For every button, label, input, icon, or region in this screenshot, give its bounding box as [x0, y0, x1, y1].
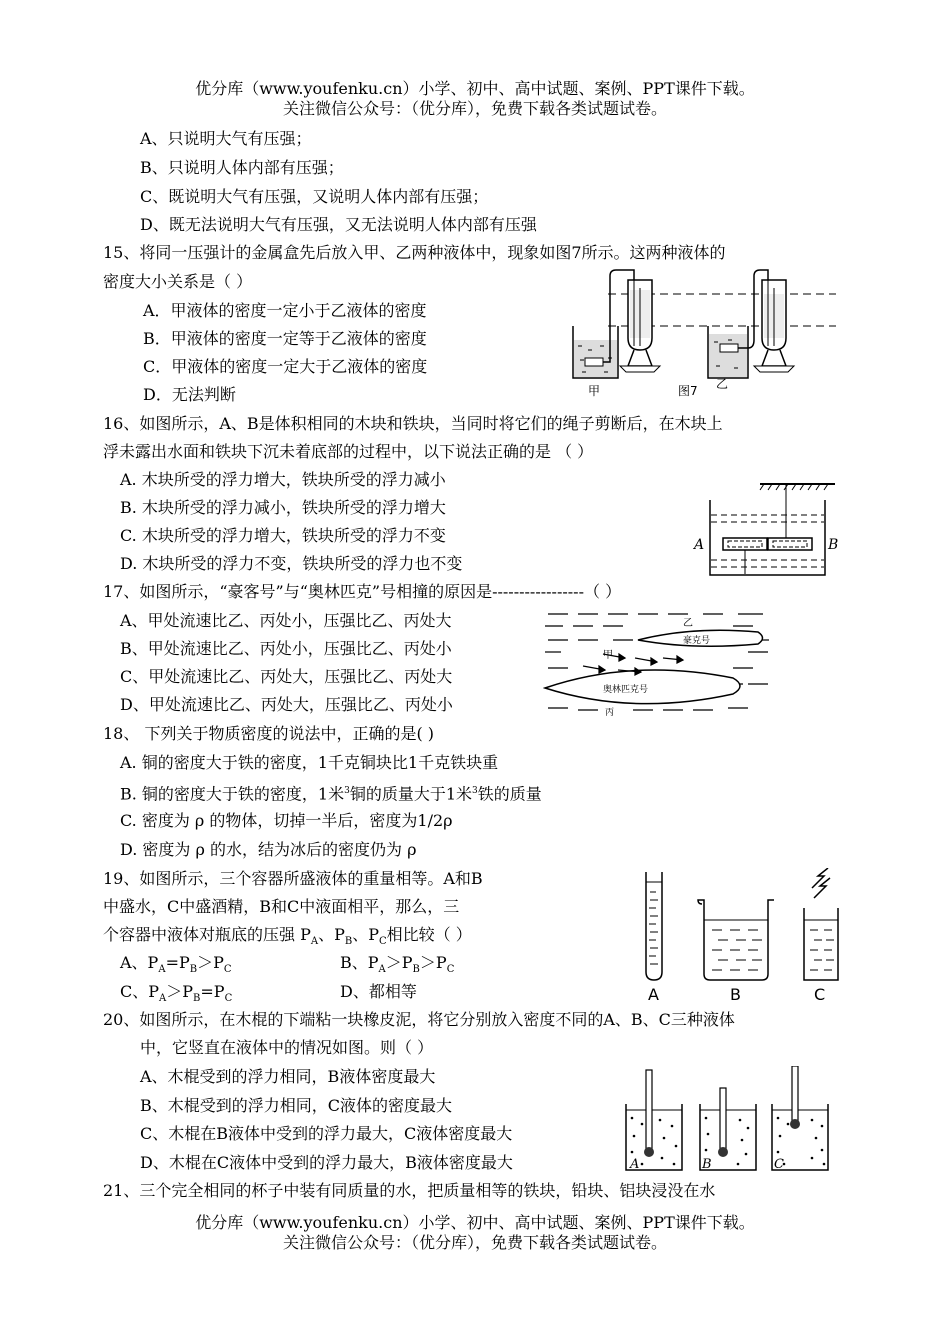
- q17-option-b: B、甲处流速比乙、丙处小，压强比乙、丙处小: [120, 639, 452, 658]
- q19-b-sub-a: A: [378, 964, 386, 976]
- q18-option-c: C. 密度为 ρ 的物体，切掉一半后，密度为1/2ρ: [120, 811, 453, 830]
- q19-c-sub-b: B: [193, 993, 201, 1005]
- q19-stem-line-3: [103, 924, 472, 953]
- q18-b-mid: 铜的质量大于1米: [349, 784, 473, 804]
- q19-stem-3-tail: 相比较（ ）: [386, 925, 472, 944]
- q18-b-sup-1: 3: [344, 786, 350, 796]
- figure-wooden-sticks: [622, 1066, 844, 1172]
- q20-option-d: D、木棍在C液体中受到的浮力最大，B液体密度最大: [140, 1153, 513, 1172]
- fig7-caption: 图7: [678, 384, 698, 398]
- q19-sub-c: C: [379, 936, 387, 948]
- fig19-label-c: C: [814, 985, 826, 1004]
- q18-option-a: A. 铜的密度大于铁的密度，1千克铜块比1千克铁块重: [120, 753, 499, 772]
- footer-line-1: 优分库（www.youfenku.cn）小学、初中、高中试题、案例、PPT课件下载。: [195, 1213, 755, 1232]
- q19-a-sub-a: A: [158, 964, 166, 976]
- q19-option-c: [120, 981, 232, 1010]
- q20-stem-line-1: 20、如图所示，在木棍的下端粘一块橡皮泥，将它分别放入密度不同的A、B、C三种液体: [103, 1010, 735, 1029]
- q14-option-a: A、只说明大气有压强；: [140, 129, 312, 148]
- q15-stem-line-1: 15、将同一压强计的金属盒先后放入甲、乙两种液体中，现象如图7所示。这两种液体的: [103, 243, 726, 262]
- q19-sub-a: A: [310, 936, 319, 948]
- q15-option-c: C．甲液体的密度一定大于乙液体的密度: [143, 357, 428, 376]
- q19-sep-1: 、P: [318, 925, 345, 944]
- q18-option-d: D. 密度为 ρ 的水，结为冰后的密度仍为 ρ: [120, 840, 417, 859]
- q19-b-sub-b: B: [412, 964, 420, 976]
- figure-7-pressure-gauge: [568, 268, 838, 400]
- fig16-label-a: A: [694, 537, 705, 553]
- fig7-label-yi: 乙: [716, 377, 729, 391]
- fig19-label-b: B: [730, 985, 741, 1004]
- figure-three-containers: [632, 868, 844, 1006]
- q19-a-eq: =P: [165, 953, 190, 972]
- q17-option-c: C、甲处流速比乙、丙处大，压强比乙、丙处大: [120, 667, 453, 686]
- q17-stem: 17、如图所示，“豪客号”与“奥林匹克”号相撞的原因是-----------------（ ）: [103, 582, 622, 601]
- fig17-label-jia: 甲: [603, 650, 613, 661]
- q21-stem: 21、三个完全相同的杯子中装有同质量的水，把质量相等的铁块，铅块、铝块浸没在水: [103, 1181, 716, 1200]
- fig7-label-jia: 甲: [588, 384, 601, 398]
- fig17-ship-olympic: 奥林匹克号: [603, 685, 649, 695]
- q19-b-gt-2: ＞P: [419, 953, 447, 972]
- q18-b-post: 铁的质量: [477, 784, 542, 804]
- q18-b-pre: B. 铜的密度大于铁的密度，1米: [120, 784, 345, 804]
- q20-stem-line-2: 中，它竖直在液体中的情况如图。则（ ）: [140, 1038, 434, 1057]
- q20-option-c: C、木棍在B液体中受到的浮力最大，C液体密度最大: [140, 1124, 513, 1143]
- q16-option-d: D. 木块所受的浮力不变，铁块所受的浮力也不变: [120, 554, 463, 573]
- q20-option-b: B、木棍受到的浮力相同，C液体的密度最大: [140, 1096, 453, 1115]
- q19-c-sub-c: C: [224, 993, 233, 1005]
- fig16-label-b: B: [828, 537, 839, 553]
- q15-option-b: B．甲液体的密度一定等于乙液体的密度: [143, 329, 427, 348]
- q18-stem: 18、 下列关于物质密度的说法中，正确的是( ): [103, 724, 435, 743]
- q14-option-b: B、只说明人体内部有压强；: [140, 158, 344, 177]
- fig20-label-b: B: [702, 1157, 712, 1172]
- q19-a-sub-c: C: [223, 964, 232, 976]
- fig20-label-c: C: [774, 1157, 784, 1172]
- header-line-2: 关注微信公众号：（优分库），免费下载各类试题试卷。: [282, 99, 667, 118]
- q19-stem-line-2: 中盛水，C中盛酒精，B和C中液面相平，那么，三: [103, 897, 460, 916]
- q20-option-a: A、木棍受到的浮力相同，B液体密度最大: [140, 1067, 436, 1086]
- q19-a-sub-b: B: [189, 964, 198, 976]
- q17-option-a: A、甲处流速比乙、丙处小，压强比乙、丙处大: [120, 611, 452, 630]
- q16-stem-line-2: 浮未露出水面和铁块下沉未着底部的过程中，以下说法正确的是 （ ）: [103, 442, 594, 461]
- q19-option-d: D、都相等: [340, 982, 417, 1001]
- q15-option-a: A．甲液体的密度一定小于乙液体的密度: [143, 301, 427, 320]
- q17-option-d: D、甲处流速比乙、丙处大，压强比乙、丙处小: [120, 695, 453, 714]
- q19-a-gt: ＞P: [197, 953, 224, 972]
- q16-option-b: B. 木块所受的浮力减小，铁块所受的浮力增大: [120, 498, 446, 517]
- fig20-label-a: A: [630, 1157, 640, 1172]
- q19-option-a: [120, 952, 232, 981]
- q19-b-gt-1: ＞P: [385, 953, 413, 972]
- q19-c-sub-a: A: [159, 993, 167, 1005]
- fig19-label-a: A: [648, 985, 659, 1004]
- q14-option-c: C、既说明大气有压强，又说明人体内部有压强；: [140, 187, 489, 206]
- figure-ship-collision: [543, 608, 771, 718]
- q19-stem-3-pre: 个容器中液体对瓶底的压强 P: [103, 925, 311, 944]
- q19-option-b: [340, 952, 454, 981]
- footer-line-2: 关注微信公众号：（优分库），免费下载各类试题试卷。: [282, 1233, 667, 1252]
- fig17-ship-haoke: 豪克号: [683, 636, 711, 646]
- q19-b-p: B、P: [340, 953, 379, 972]
- figure-wood-iron-blocks: [690, 480, 850, 580]
- q19-sub-b: B: [344, 936, 353, 948]
- q18-b-sup-2: 3: [472, 786, 478, 796]
- q19-sep-2: 、P: [352, 925, 380, 944]
- q19-c-p: C、P: [120, 982, 160, 1001]
- q16-option-c: C. 木块所受的浮力增大，铁块所受的浮力不变: [120, 526, 446, 545]
- q19-c-eq: =P: [200, 982, 225, 1001]
- q19-c-gt: ＞P: [166, 982, 194, 1001]
- header-line-1: 优分库（www.youfenku.cn）小学、初中、高中试题、案例、PPT课件下载。: [195, 79, 755, 98]
- q19-stem-line-1: 19、如图所示，三个容器所盛液体的重量相等。A和B: [103, 869, 483, 888]
- q15-stem-line-2: 密度大小关系是（ ）: [103, 272, 253, 291]
- fig17-label-yi: 乙: [683, 618, 693, 629]
- q18-option-b: [120, 780, 542, 805]
- q19-b-sub-c: C: [446, 964, 455, 976]
- q15-option-d: D．无法判断: [143, 385, 236, 404]
- q19-a-p: A、P: [120, 953, 159, 972]
- q16-stem-line-1: 16、如图所示，A、B是体积相同的木块和铁块，当同时将它们的绳子剪断后，在木块上: [103, 414, 723, 433]
- q16-option-a: A. 木块所受的浮力增大，铁块所受的浮力减小: [120, 470, 446, 489]
- fig17-label-bing: 丙: [605, 708, 615, 718]
- q14-option-d: D、既无法说明大气有压强，又无法说明人体内部有压强: [140, 215, 537, 234]
